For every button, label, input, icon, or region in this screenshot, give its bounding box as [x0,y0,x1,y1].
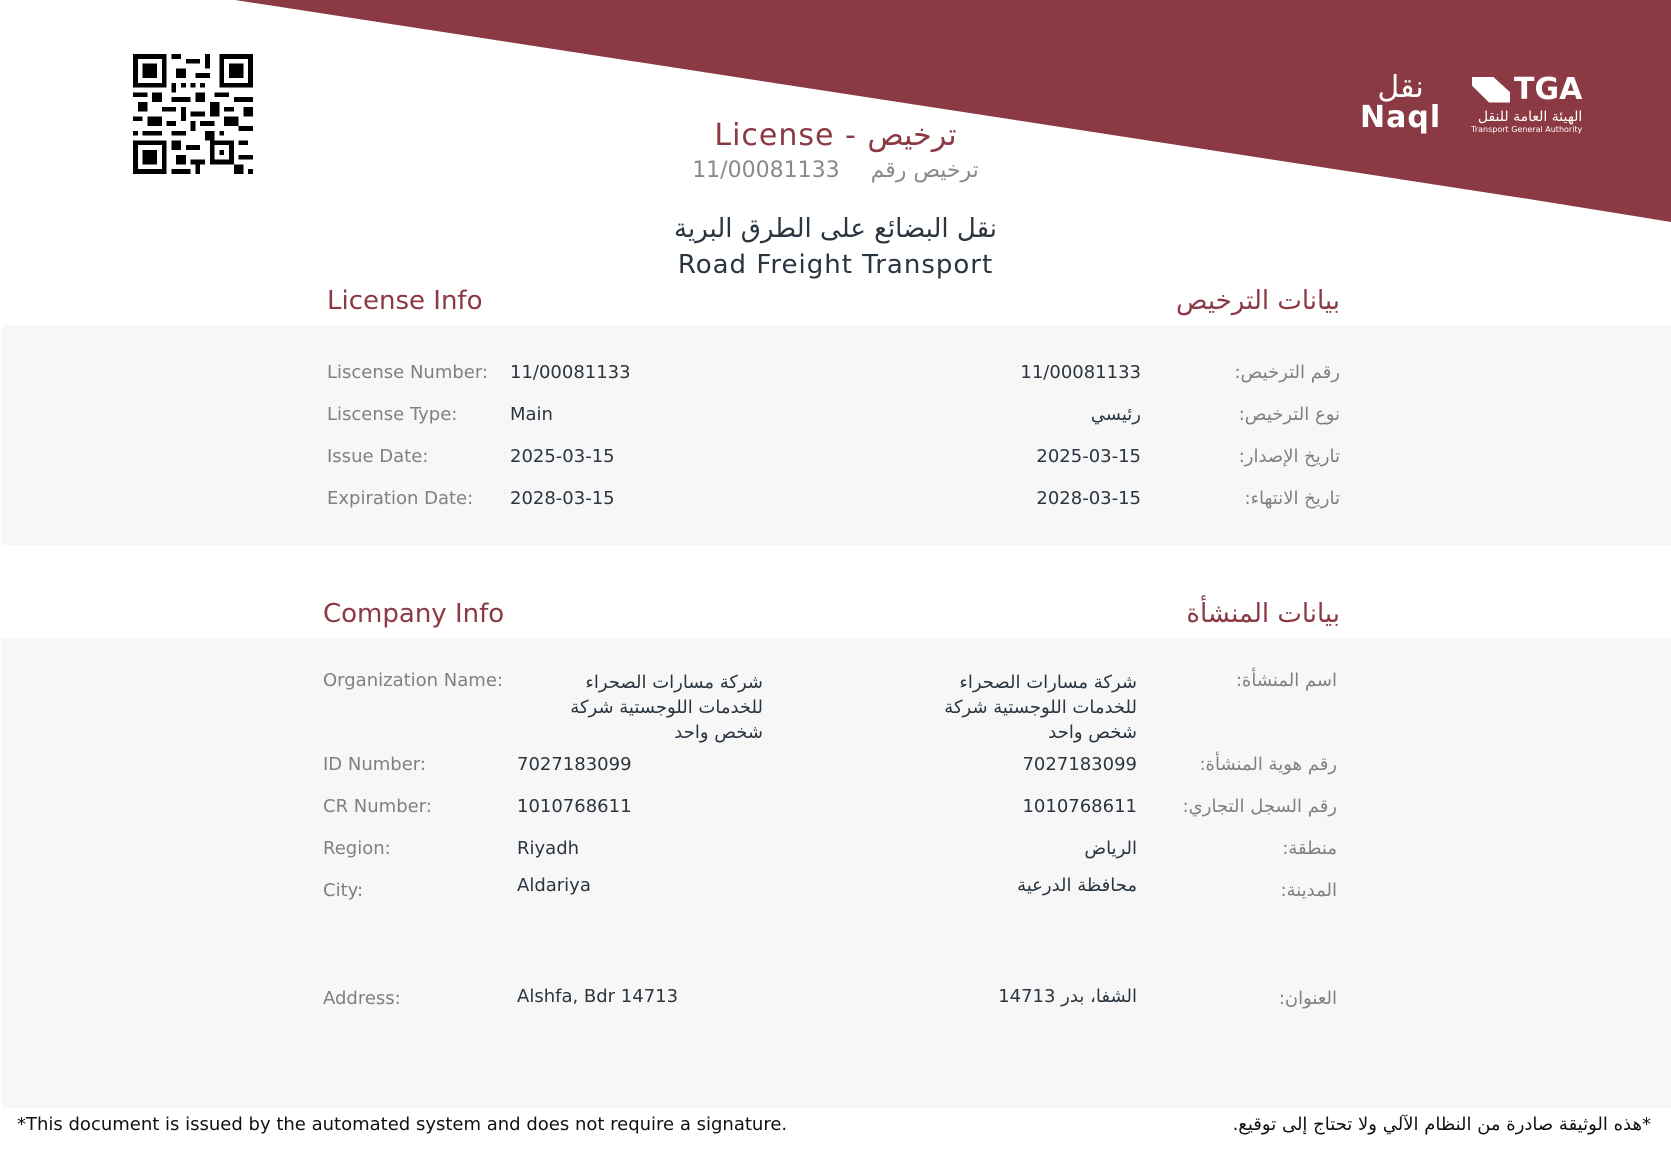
license-type-value-en: Main [510,404,553,425]
license-info-panel [2,325,1671,545]
cr-number-value-ar: 1010768611 [1022,796,1137,817]
license-info-heading: License Info [327,286,483,316]
license-number-value-en: 11/00081133 [510,362,631,383]
license-info-heading-ar: بيانات الترخيص [1175,286,1340,316]
footnote-ar: *هذه الوثيقة صادرة من النظام الآلي ولا تحتاج إلى توقيع. [1232,1114,1651,1135]
naql-logo-ar: نقل [1377,70,1424,105]
license-type-label-en: Liscense Type: [327,404,458,425]
license-number-value-ar: 11/00081133 [1020,362,1141,383]
region-label-ar: منطقة: [1282,838,1337,859]
activity-en: Road Freight Transport [677,250,994,280]
company-info-heading-ar: بيانات المنشأة [1186,599,1340,629]
issue-date-label-en: Issue Date: [327,446,429,467]
issue-date-value-ar: 2025-03-15 [1036,446,1141,467]
id-number-label-en: ID Number: [323,754,426,775]
license-number-line [0,158,1671,183]
id-number-value-en: 7027183099 [517,754,632,775]
id-number-label-ar: رقم هوية المنشأة: [1199,754,1337,775]
company-info-panel [2,638,1671,1108]
naql-logo-en: Naql [1360,100,1442,135]
org-name-label-ar: اسم المنشأة: [1235,670,1337,691]
city-value-ar: محافظة الدرعية [1017,875,1137,896]
issue-date-value-en: 2025-03-15 [510,446,615,467]
license-type-value-ar: رئيسي [1090,404,1141,425]
expiration-date-label-ar: تاريخ الانتهاء: [1244,488,1340,509]
org-name-value-ar: شركة مسارات الصحراء للخدمات اللوجستية شركة شخص واحد [944,672,1137,743]
city-label-en: City: [323,880,364,901]
id-number-value-ar: 7027183099 [1022,754,1137,775]
license-number-label: ترخيص رقم [870,158,979,183]
document-title: License - ترخيص [714,118,957,153]
org-name-label-en: Organization Name: [323,670,503,691]
tga-abbr: TGA [1513,72,1583,107]
address-value-ar: الشفا، بدر 14713 [998,986,1137,1007]
cr-number-label-ar: رقم السجل التجاري: [1182,796,1337,817]
license-number-label-ar: رقم الترخيص: [1234,362,1340,383]
footnote-en: *This document is issued by the automated system and does not require a signature. [17,1114,788,1135]
tga-name-ar: الهيئة العامة للنقل [1477,109,1583,125]
company-info-heading: Company Info [323,599,505,629]
expiration-date-label-en: Expiration Date: [327,488,474,509]
expiration-date-value-ar: 2028-03-15 [1036,488,1141,509]
address-label-en: Address: [323,988,401,1009]
region-label-en: Region: [323,838,391,859]
tga-name-en: Transport General Authority [1471,125,1583,134]
license-number-label-en: Liscense Number: [327,362,489,383]
qr-code [133,54,253,174]
cr-number-label-en: CR Number: [323,796,432,817]
city-label-ar: المدينة: [1280,880,1337,901]
org-name-value-en: شركة مسارات الصحراء للخدمات اللوجستية شركة شخص واحد [570,672,763,743]
expiration-date-value-en: 2028-03-15 [510,488,615,509]
tga-emblem-icon [1472,77,1510,103]
license-number-value: 11/00081133 [692,158,840,183]
license-type-label-ar: نوع الترخيص: [1238,404,1340,425]
address-value-en: Alshfa, Bdr 14713 [517,986,679,1007]
region-value-ar: الرياض [1084,838,1137,859]
address-label-ar: العنوان: [1278,988,1337,1009]
issue-date-label-ar: تاريخ الإصدار: [1238,446,1340,467]
cr-number-value-en: 1010768611 [517,796,632,817]
region-value-en: Riyadh [517,838,580,859]
activity-ar: نقل البضائع على الطرق البرية [674,214,997,244]
city-value-en: Aldariya [517,875,591,896]
